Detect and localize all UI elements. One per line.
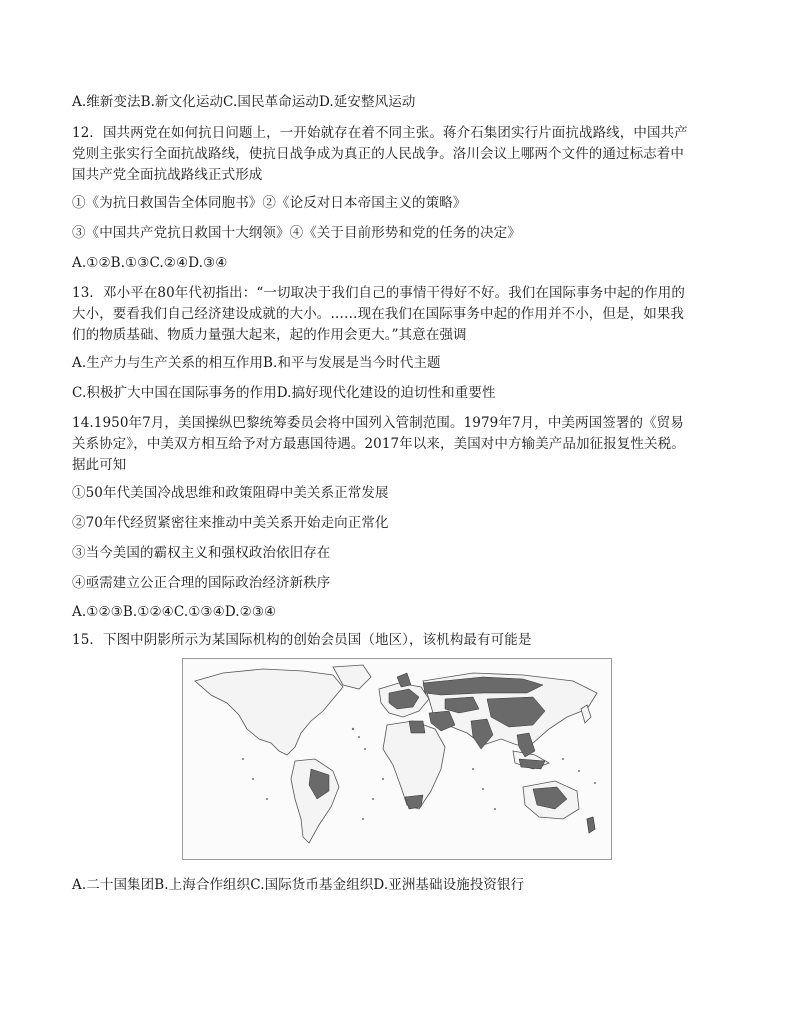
q13-stem-line-2: 大小，要看我们自己经济建设成就的大小。……现在我们在国际事务中起的作用并不小，但是，如果我: [72, 306, 684, 322]
q13-options-cd: C.积极扩大中国在国际事务的作用D.搞好现代化建设的迫切性和重要性: [72, 385, 496, 401]
q12-stem-line-3: 国共产党全面抗战路线正式形成: [72, 167, 263, 183]
q14-options: A.①②③B.①②④C.①③④D.②③④: [72, 604, 277, 620]
world-map-figure: [182, 658, 612, 860]
japan-shape: [581, 705, 591, 723]
q14-item-4: ④亟需建立公正合理的国际政治经济新秩序: [72, 575, 331, 591]
north-america-shape: [195, 669, 343, 755]
shaded-indonesia: [519, 759, 545, 769]
q12-options: A.①②B.①③C.②④D.③④: [72, 255, 228, 271]
shaded-egypt: [409, 721, 425, 733]
q12-stem-line-1: 12．国共两党在如何抗日问题上，一开始就存在着不同主张。蒋介石集团实行片面抗战路线，中国共产: [72, 125, 688, 141]
q15-stem: 15．下图中阴影所示为某国际机构的创始会员国（地区），该机构最有可能是: [72, 632, 532, 648]
q12-stem-line-2: 党则主张实行全面抗战路线，使抗日战争成为真正的人民战争。洛川会议上哪两个文件的通过标志着中: [72, 146, 684, 162]
q15-options: A.二十国集团B.上海合作组织C.国际货币基金组织D.亚洲基础设施投资银行: [72, 877, 525, 893]
world-map-svg: [183, 659, 611, 859]
q14-stem-line-2: 关系协定》，中美双方相互给予对方最惠国待遇。2017年以来，美国对中方输美产品加征报复性关税。: [72, 436, 685, 452]
q14-item-1: ①50年代美国冷战思维和政策阻碍中美关系正常发展: [72, 485, 389, 501]
q12-item-1-2: ①《为抗日救国告全体同胞书》②《论反对日本帝国主义的策略》: [72, 195, 467, 211]
q14-item-3: ③当今美国的霸权主义和强权政治依旧存在: [72, 545, 331, 561]
q13-stem-line-3: 们的物质基础、物质力量强大起来，起的作用会更大。”其意在强调: [72, 327, 467, 343]
shaded-south-africa: [405, 795, 423, 809]
q13-stem-line-1: 13．邓小平在80年代初指出：“一切取决于我们自己的事情干得好不好。我们在国际事务中起的作用的: [72, 285, 685, 301]
q14-stem-line-3: 据此可知: [72, 457, 127, 473]
q11-options: A.维新变法B.新文化运动C.国民革命运动D.延安整风运动: [72, 94, 416, 110]
q12-item-3-4: ③《中国共产党抗日救国十大纲领》④《关于目前形势和党的任务的决定》: [72, 225, 521, 241]
q14-stem-line-1: 14.1950年7月，美国操纵巴黎统筹委员会将中国列入管制范围。1979年7月，中美两国签署的《贸易: [72, 415, 684, 431]
q13-options-ab: A.生产力与生产关系的相互作用B.和平与发展是当今时代主题: [72, 355, 441, 371]
q14-item-2: ②70年代经贸紧密往来推动中美关系开始走向正常化: [72, 515, 389, 531]
